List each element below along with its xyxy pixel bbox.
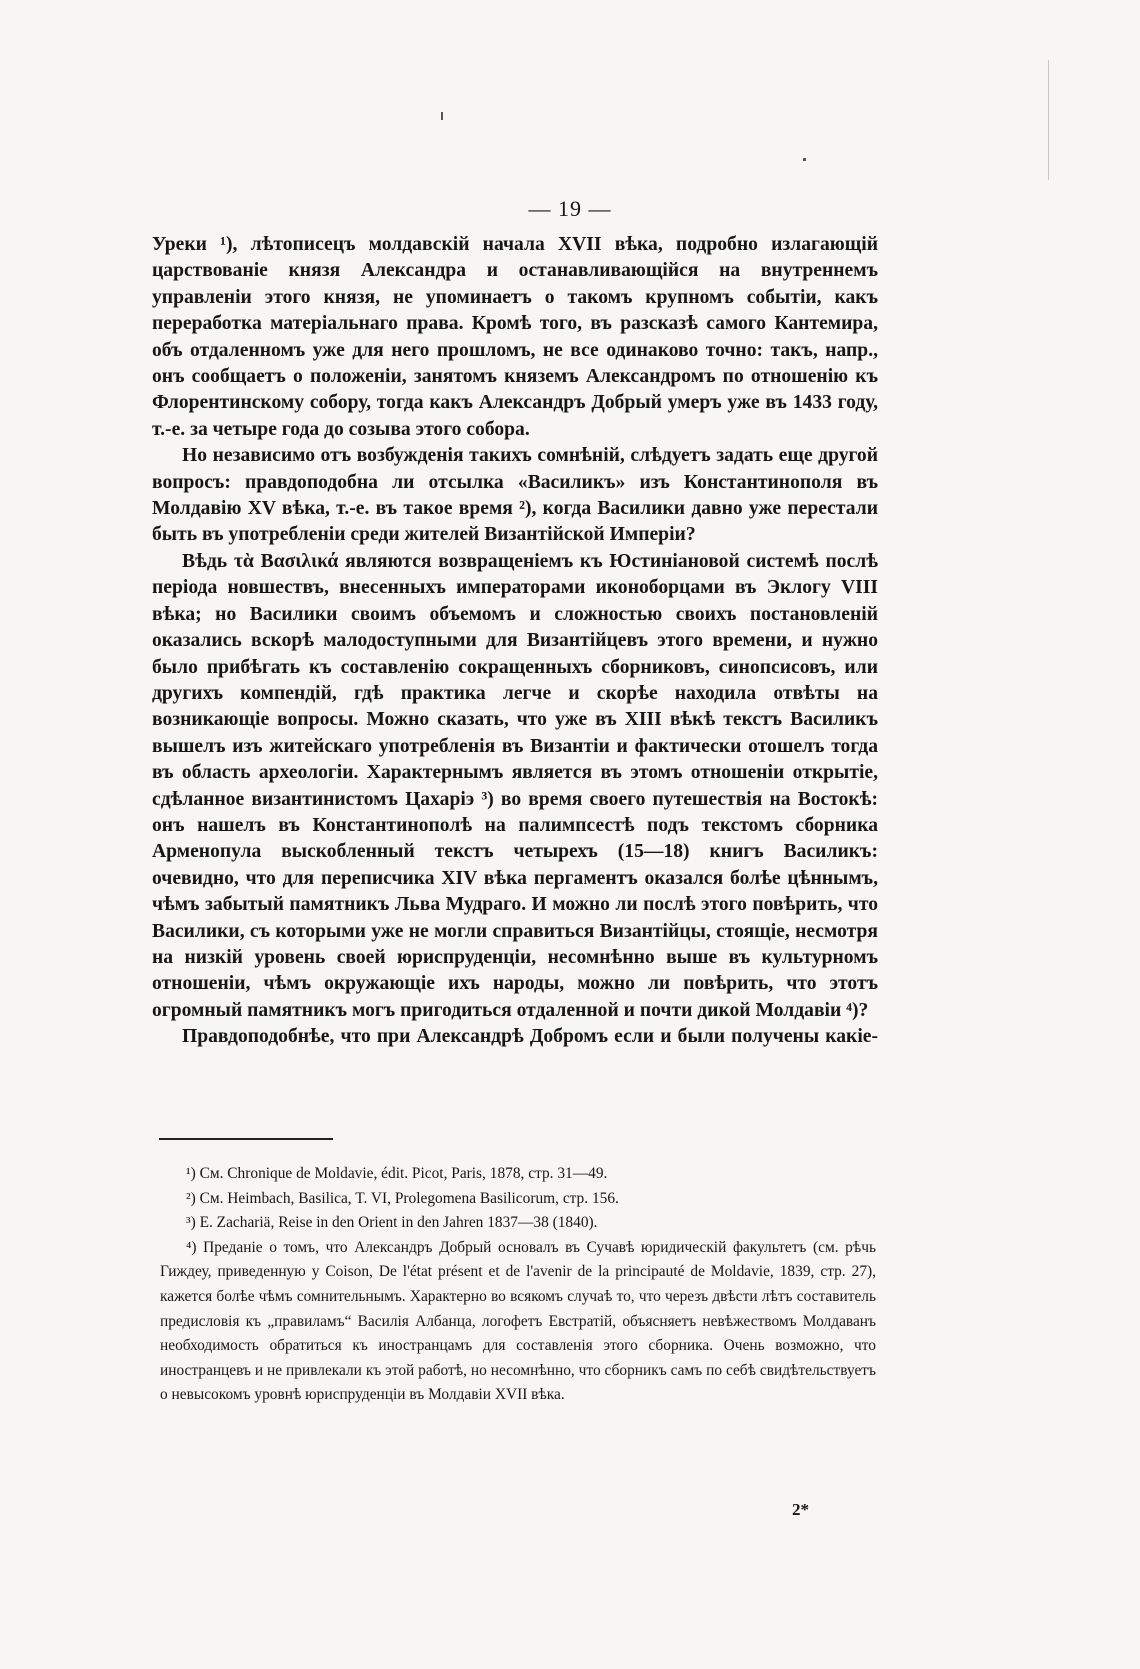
paragraph: Но независимо отъ возбужденія такихъ сомнѣній, слѣдуетъ задать еще другой вопросъ: правдоподобна ли отсылка «Василикъ» изъ Константинополя въ Молдавію XV вѣка, т.-е. въ такое время ²), когда Василики давно уже перестали быть въ употребленіи среди жителей Византійской Имперіи? bbox=[152, 445, 878, 546]
paragraph: Уреки ¹), лѣтописецъ молдавскій начала XVII вѣка, подробно излагающій царствованіе князя Александра и останавливающійся на внутреннемъ управленіи этого князя, не упоминаетъ о такомъ крупномъ событіи, какъ переработка матеріальнаго права. Кромѣ того, въ разсказѣ самого Кантемира, объ отдаленномъ уже для него прошломъ, не все одинаково точно: такъ, напр., онъ сообщаетъ о положеніи, занятомъ княземъ Александромъ по отношенію къ Флорентинскому собору, тогда какъ Александръ Добрый умеръ уже въ 1433 году, т.-е. за четыре года до созыва этого собора. bbox=[152, 234, 878, 440]
scan-speck bbox=[441, 112, 443, 120]
page-number: — 19 — bbox=[528, 196, 612, 221]
paragraph: Правдоподобнѣе, что при Александрѣ Добромъ если и были получены какіе- bbox=[182, 1026, 878, 1048]
footnotes bbox=[160, 1162, 876, 1408]
scan-speck bbox=[803, 158, 806, 161]
footnote: ⁴) Преданіе о томъ, что Александръ Добрый основалъ въ Сучавѣ юридическій факультетъ (см. рѣчь Гиждеу, приведенную у Coison, De l'état présent et de l'avenir de la principauté de Moldavie, 1839, стр. 27), кажется болѣе чѣмъ сомнительнымъ. Характерно во всякомъ случаѣ то, что черезъ двѣсти лѣтъ составитель предисловія къ „правиламъ“ Василія Албанца, логофетъ Евстратій, объясняетъ невѣжествомъ Молдаванъ необходимость обратиться къ иностранцамъ для составленія этого сборника. Очень возможно, что иностранцевъ и не привлекали къ этой работѣ, но несомнѣнно, что сборникъ самъ по себѣ свидѣтельствуетъ о невысокомъ уровнѣ юриспруденціи въ Молдавіи XVII вѣка. bbox=[160, 1238, 876, 1404]
footnote: ¹) См. Chronique de Moldavie, édit. Picot, Paris, 1878, стр. 31—49. bbox=[186, 1165, 608, 1182]
signature-mark: 2* bbox=[792, 1500, 809, 1519]
footnote-separator bbox=[159, 1138, 333, 1140]
scan-speck bbox=[1048, 60, 1049, 180]
main-text bbox=[152, 232, 878, 1051]
paragraph: Вѣдь τὰ Βασιλικά являются возвращеніемъ къ Юстиніановой системѣ послѣ періода новшествъ, внесенныхъ императорами иконоборцами въ Эклогу VIII вѣка; но Василики своимъ объемомъ и сложностью своихъ постановленій оказались вскорѣ малодоступными для Византійцевъ этого времени, и нужно было прибѣгать къ составленію сокращенныхъ сборниковъ, синопсисовъ, или другихъ компендій, гдѣ практика легче и скорѣе находила отвѣты на возникающіе вопросы. Можно сказать, что уже въ XIII вѣкѣ текстъ Василикъ вышелъ изъ житейскаго употребленія въ Византіи и фактически отошелъ тогда въ область археологіи. Характернымъ является въ этомъ отношеніи открытіе, сдѣланное византинистомъ Цахаріэ ³) во время своего путешествія на Востокѣ: онъ нашелъ въ Константинополѣ на палимпсестѣ подъ текстомъ сборника Арменопула выскобленный текстъ четырехъ (15—18) книгъ Василикъ: очевидно, что для переписчика XIV вѣка пергаментъ оказался болѣе цѣннымъ, чѣмъ забытый памятникъ Льва Мудраго. И можно ли послѣ этого повѣрить, что Василики, съ которыми уже не могли справиться Византійцы, стоящіе, несмотря на низкій уровень своей юриспруденціи, несомнѣнно выше въ культурномъ отношеніи, чѣмъ окружающіе ихъ народы, можно ли повѣрить, что этотъ огромный памятникъ могъ пригодиться отдаленной и почти дикой Молдавіи ⁴)? bbox=[152, 550, 878, 1021]
footnote: ²) См. Heimbach, Basilica, T. VI, Prolegomena Basilicorum, стр. 156. bbox=[186, 1189, 619, 1207]
footnote: ³) E. Zachariä, Reise in den Orient in den Jahren 1837—38 (1840). bbox=[186, 1214, 598, 1232]
